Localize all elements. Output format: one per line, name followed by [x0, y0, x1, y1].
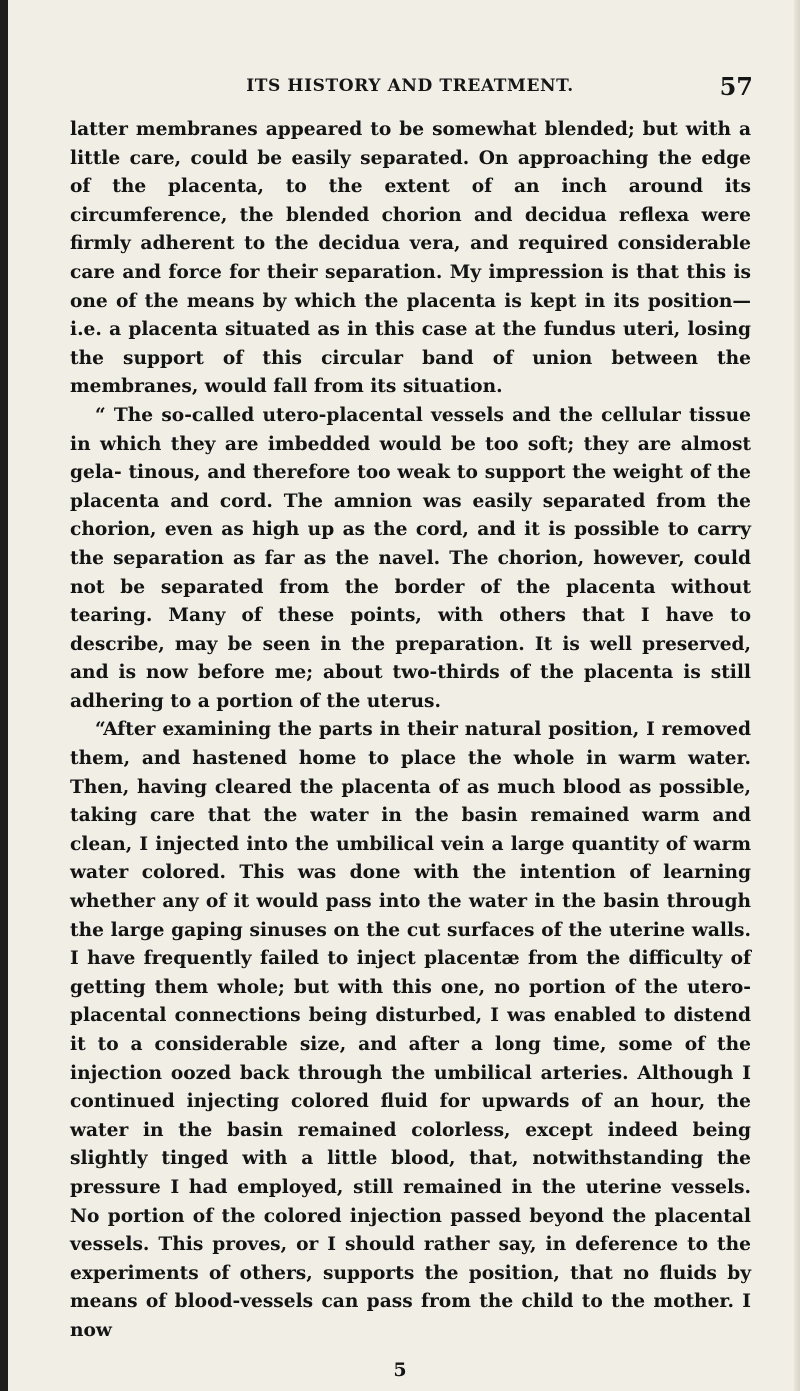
page-header — [70, 72, 753, 102]
page-number: 57 — [719, 72, 753, 101]
page-right-edge — [794, 0, 800, 1391]
body-text — [70, 116, 751, 1346]
signature-mark: 5 — [393, 1359, 407, 1381]
paragraph-1: latter membranes appeared to be somewhat blended; but with a little care, could be easily separated. On approaching the edge of the placenta, to the extent of an inch around its circumference, the blended chorion and decidua reflexa were firmly adherent to the decidua vera, and required considerable care and force for their separation. My impression is that this is one of the means by which the placenta is kept in its position—i.e. a placenta situated as in this case at the fundus uteri, losing the support of this circular band of union between the membranes, would fall from its situation. — [70, 119, 751, 398]
paragraph-2: “ The so-called utero-placental vessels and the cellular tissue in which they are imbedded would be too soft; they are almost gela- tinous, and therefore too weak to support the weight of the placenta and cord. The amnion was easily separated from the chorion, even as high up as the cord, and it is possible to carry the separation as far as the navel. The chorion, however, could not be separated from the border of the placenta without tearing. Many of these points, with others that I have to describe, may be seen in the preparation. It is well preserved, and is now before me; about two-thirds of the placenta is still adhering to a portion of the uterus. — [70, 404, 751, 712]
paragraph-3: “After examining the parts in their natural position, I removed them, and hastened home to place the whole in warm water. Then, having cleared the placenta of as much blood as possible, taking care that the water in the basin remained warm and clean, I injected into the umbilical vein a large quantity of warm water colored. This was done with the intention of learning whether any of it would pass into the water in the basin through the large gaping sinuses on the cut surfaces of the uterine walls. I have frequently failed to inject placentæ from the difficulty of getting them whole; but with this one, no portion of the utero-placental connections being disturbed, I was enabled to distend it to a considerable size, and after a long time, some of the injection oozed back through the umbilical arteries. Although I continued injecting colored fluid for upwards of an hour, the water in the basin remained colorless, except indeed being slightly tinged with a little blood, that, notwithstanding the pressure I had employed, still remained in the uterine vessels. No portion of the colored injection passed beyond the placental vessels. This proves, or I should rather say, in deference to the experiments of others, supports the position, that no fluids by means of blood-vessels can pass from the child to the mother. I now — [70, 719, 751, 1341]
page-binding-edge — [0, 0, 8, 1391]
running-head: ITS HISTORY AND TREATMENT. — [246, 76, 574, 96]
